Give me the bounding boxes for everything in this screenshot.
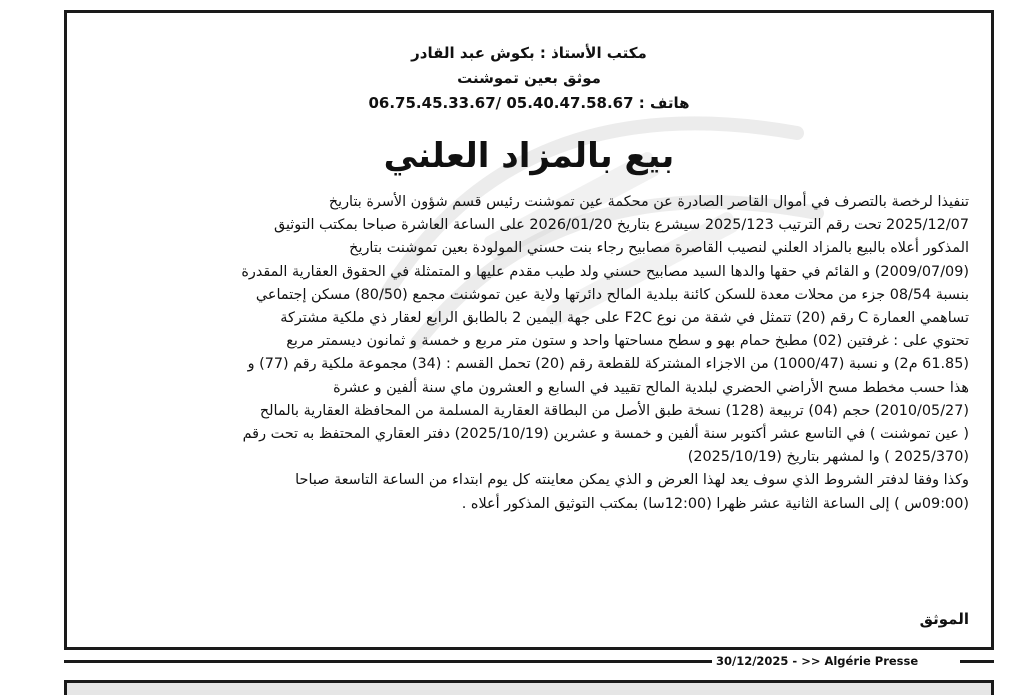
notary-role: موثق بعين تموشنت (457, 69, 601, 87)
notary-header (67, 41, 991, 116)
body-line: تساهمي العمارة C رقم (20) تتمثل في شقة من نوع F2C على جهة اليمين 2 بالطابق الرابع لعقار ذي ملكية مشتركة (280, 310, 969, 327)
body-line: (2009/07/09) و القائم في حقها والدها السيد مصابيح حسني ولد طيب مقدم عليها و المتمثلة في الحقوق العقارية المقدرة (241, 263, 969, 280)
next-notice-box-edge (64, 680, 994, 695)
publication-date-source: 30/12/2025 - >> Algérie Presse (716, 654, 919, 668)
body-line: ( عين تموشنت ) في التاسع عشر أكتوبر سنة ألفين و خمسة و عشرين (2025/10/19) دفتر العقاري المحتفظ به تحت رقم (242, 426, 969, 443)
body-line: بنسبة 08/54 جزء من محلات معدة للسكن كائنة ببلدية المالح دائرتها ولاية عين تموشنت مجمع (80/50) مسكن إجتماعي (255, 286, 969, 303)
body-line: (61.85 م2) و نسبة (1000/47) من الاجزاء المشتركة للقطعة رقم (20) تحمل القسم : (34) مجموعة ملكية رقم (77) و (247, 356, 969, 373)
body-line: وكذا وفقا لدفتر الشروط الذي سوف يعد لهذا العرض و الذي يمكن معاينته كل يوم ابتداء من الساعة التاسعة صباحا (295, 472, 969, 489)
notary-phone: هاتف : 05.40.47.58.67 /06.75.45.33.67 (368, 94, 690, 112)
body-line: 2025/12/07 تحت رقم الترتيب 2025/123 سيشرع بتاريخ 2026/01/20 على الساعة العاشرة صباحا بمكتب التوثيق (273, 217, 969, 234)
legal-notice-box (64, 10, 994, 650)
body-line: (2025/370 ) وا لمشهر بتاريخ (2025/10/19) (687, 449, 969, 466)
body-line: تنفيذا لرخصة بالتصرف في أموال القاصر الصادرة عن محكمة عين تموشنت رئيس قسم شؤون الأسرة بتاريخ (328, 194, 969, 210)
body-line: المذكور أعلاه بالبيع بالمزاد العلني لنصيب القاصرة مصابيح رجاء بنت حسني المولودة بعين تموشنت بتاريخ (349, 240, 969, 257)
body-line: (2010/05/27) حجم (04) تربيعة (128) نسخة طبق الأصل من البطاقة العقارية المسلمة من المحافظة العقارية بالمالح (259, 402, 969, 419)
notice-body (89, 191, 969, 516)
notary-office-name: مكتب الأستاذ : بكوش عبد القادر (411, 44, 647, 62)
body-line: هذا حسب مخطط مسح الأراضي الحضري لبلدية المالح تقييد في السابع و العشرون ماي سنة ألفين و عشرة (333, 379, 969, 396)
notary-signature-label: الموثق (919, 610, 969, 628)
body-line: (09:00س ) إلى الساعة الثانية عشر ظهرا (12:00سا) بمكتب التوثيق المذكور أعلاه . (461, 495, 969, 512)
notice-title: بيع بالمزاد العلني (383, 136, 675, 176)
footer-rule-end (960, 660, 994, 663)
body-line: تحتوي على : غرفتين (02) مطبخ حمام بهو و سطح مساحتها واحد و ستون متر مربع و خمسة و ثمانون ديسمتر مربع (286, 333, 969, 350)
footer-rule (64, 660, 712, 663)
